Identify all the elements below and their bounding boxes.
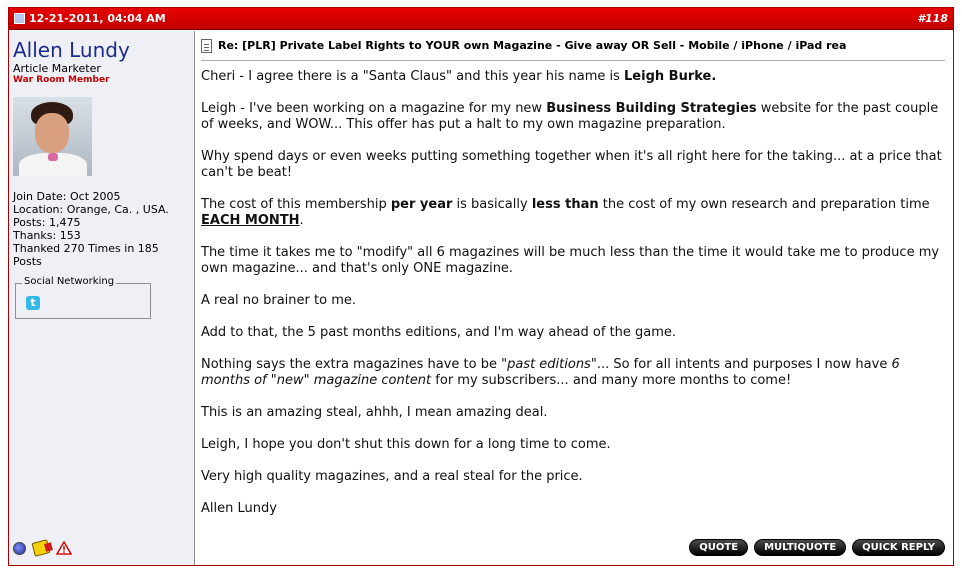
social-networking-label: Social Networking xyxy=(24,276,115,287)
post-count: Posts: 1,475 xyxy=(13,216,81,229)
message-paragraph: This is an amazing steal, ahhh, I mean amazing deal. xyxy=(201,405,548,420)
post-title-row xyxy=(201,38,945,61)
message-paragraph: Add to that, the 5 past months editions, and I'm way ahead of the game. xyxy=(201,325,677,340)
reputation-icon[interactable] xyxy=(31,539,50,557)
post-message xyxy=(201,69,943,533)
message-paragraph: Leigh - I've been working on a magazine for my new Business Building Strategies website for the past couple of weeks, and WOW... This offer has put a halt to my own magazine preparation. xyxy=(201,101,939,132)
post-date: 12-21-2011, 04:04 AM xyxy=(29,12,166,25)
post-number-link[interactable]: #118 xyxy=(917,12,948,25)
message-paragraph: Nothing says the extra magazines have to be "past editions"... So for all intents and purposes I now have 6 months of "new" magazine content for my subscribers... and many more months to come! xyxy=(201,357,900,388)
location: Location: Orange, Ca. , USA. xyxy=(13,203,169,216)
user-rank: War Room Member xyxy=(13,75,110,85)
forum-post xyxy=(8,7,954,566)
message-paragraph: Cheri - I agree there is a "Santa Claus" and this year his name is Leigh Burke. xyxy=(201,69,717,84)
message-paragraph: Leigh, I hope you don't shut this down for a long time to come. xyxy=(201,437,611,452)
multiquote-button[interactable]: MULTIQUOTE xyxy=(754,539,846,556)
message-paragraph: Why spend days or even weeks putting something together when it's all right here for the taking... at a price that can't be beat! xyxy=(201,149,942,180)
quick-reply-button[interactable]: QUICK REPLY xyxy=(852,539,945,556)
post-status-icon xyxy=(14,13,25,24)
user-action-icons xyxy=(13,541,72,555)
user-title: Article Marketer xyxy=(13,62,101,75)
message-paragraph: Very high quality magazines, and a real steal for the price. xyxy=(201,469,583,484)
message-paragraph: A real no brainer to me. xyxy=(201,293,356,308)
post-title: Re: [PLR] Private Label Rights to YOUR own Magazine - Give away OR Sell - Mobile / iPhone / iPad rea xyxy=(218,39,847,52)
post-action-buttons xyxy=(689,539,945,556)
avatar[interactable] xyxy=(13,97,92,176)
post-content xyxy=(195,31,953,565)
document-icon xyxy=(201,39,212,53)
report-icon[interactable] xyxy=(56,541,72,555)
social-networking-box xyxy=(15,276,151,319)
twitter-icon[interactable]: t xyxy=(26,296,40,310)
message-paragraph: The cost of this membership per year is basically less than the cost of my own research and preparation time EACH MONTH. xyxy=(201,197,930,228)
user-sidebar xyxy=(9,31,195,565)
thanked-count: Thanked 270 Times in 185 Posts xyxy=(13,242,159,268)
online-status-icon xyxy=(13,542,26,555)
user-info xyxy=(13,190,189,268)
join-date: Join Date: Oct 2005 xyxy=(13,190,121,203)
post-header xyxy=(9,8,953,30)
signature-name: Allen Lundy xyxy=(201,501,277,516)
thanks-count: Thanks: 153 xyxy=(13,229,81,242)
message-paragraph: The time it takes me to "modify" all 6 magazines will be much less than the time it would take me to produce my own magazine... and that's only ONE magazine. xyxy=(201,245,940,276)
post-date-group xyxy=(14,12,166,25)
username-link[interactable]: Allen Lundy xyxy=(13,38,130,62)
quote-button[interactable]: QUOTE xyxy=(689,539,748,556)
